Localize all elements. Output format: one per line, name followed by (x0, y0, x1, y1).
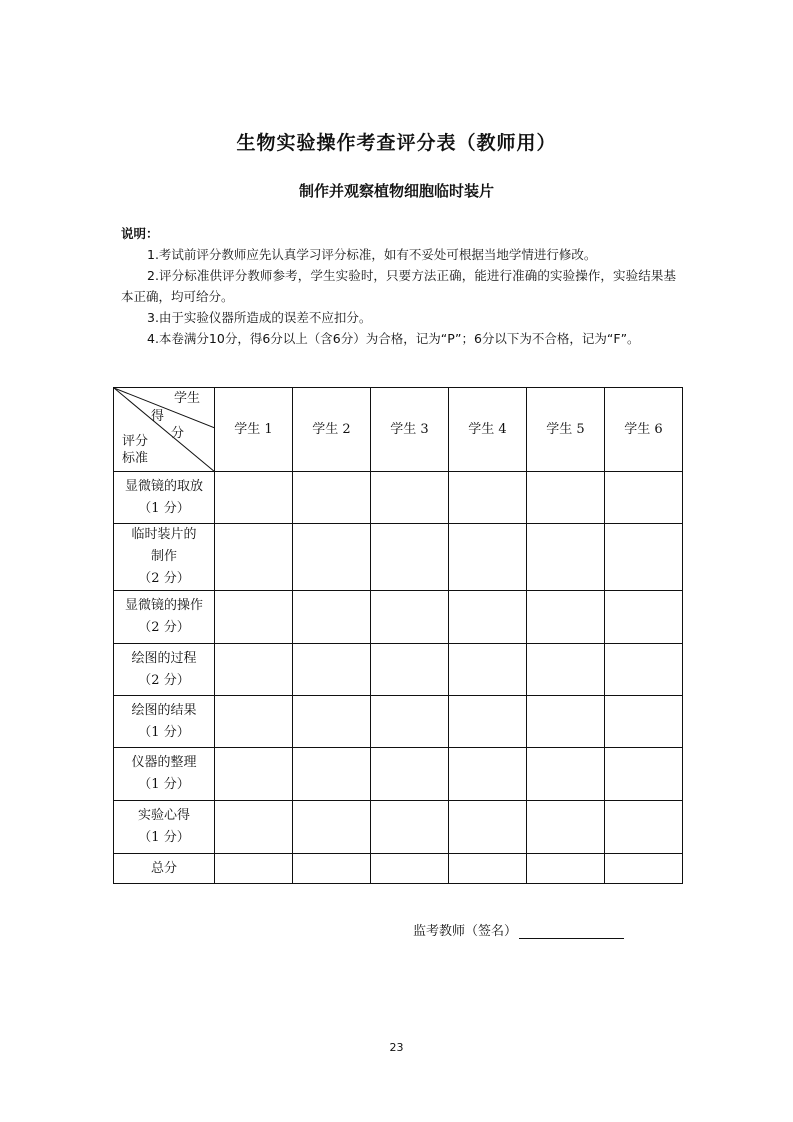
total-cell[interactable] (527, 854, 605, 884)
instruction-item-3: 3.由于实验仪器所造成的误差不应扣分。 (147, 310, 372, 325)
total-label-cell (114, 854, 215, 884)
table-row (114, 696, 683, 748)
criterion-points: （1 分） (138, 777, 190, 792)
signature-area (413, 920, 624, 939)
score-cell[interactable] (605, 801, 683, 854)
score-cell[interactable] (371, 801, 449, 854)
student-header-1: 学生 1 (215, 388, 293, 472)
corner-label-de: 得 (151, 409, 165, 424)
table-row (114, 524, 683, 591)
score-cell[interactable] (215, 591, 293, 644)
signature-label: 监考教师（签名） (413, 924, 518, 939)
score-cell[interactable] (215, 748, 293, 801)
score-cell[interactable] (527, 801, 605, 854)
criterion-label-cont: 制作 (150, 549, 177, 564)
header-row (114, 388, 683, 472)
criterion-label: 临时装片的 (131, 527, 197, 542)
instruction-item-2: 2.评分标准供评分教师参考，学生实验时，只要方法正确，能进行准确的实验操作，实验结果基本正确，均可给分。 (121, 268, 676, 304)
score-cell[interactable] (605, 472, 683, 524)
score-cell[interactable] (215, 644, 293, 696)
score-cell[interactable] (449, 524, 527, 591)
student-header-6: 学生 6 (605, 388, 683, 472)
score-cell[interactable] (293, 748, 371, 801)
score-cell[interactable] (449, 696, 527, 748)
criterion-cell (114, 591, 215, 644)
student-header-4: 学生 4 (449, 388, 527, 472)
score-cell[interactable] (527, 591, 605, 644)
criterion-cell (114, 472, 215, 524)
total-row (114, 854, 683, 884)
score-cell[interactable] (605, 644, 683, 696)
score-cell[interactable] (293, 696, 371, 748)
score-cell[interactable] (293, 591, 371, 644)
score-cell[interactable] (605, 591, 683, 644)
score-cell[interactable] (449, 748, 527, 801)
score-cell[interactable] (527, 644, 605, 696)
score-cell[interactable] (449, 801, 527, 854)
score-cell[interactable] (527, 472, 605, 524)
criterion-points: （2 分） (138, 571, 190, 586)
score-cell[interactable] (293, 644, 371, 696)
criterion-cell (114, 801, 215, 854)
corner-label-student: 学生 (174, 391, 201, 406)
score-cell[interactable] (449, 472, 527, 524)
corner-label-biaozhun: 标准 (122, 451, 149, 466)
score-cell[interactable] (215, 801, 293, 854)
score-cell[interactable] (371, 524, 449, 591)
corner-label-pingfen: 评分 (122, 434, 149, 449)
total-cell[interactable] (215, 854, 293, 884)
table-row (114, 472, 683, 524)
score-cell[interactable] (527, 748, 605, 801)
score-cell[interactable] (215, 472, 293, 524)
total-label: 总分 (150, 860, 177, 876)
score-cell[interactable] (293, 524, 371, 591)
score-cell[interactable] (371, 748, 449, 801)
criterion-cell (114, 696, 215, 748)
page-number: 23 (389, 1041, 404, 1054)
signature-line[interactable] (519, 924, 624, 939)
total-cell[interactable] (605, 854, 683, 884)
score-cell[interactable] (293, 801, 371, 854)
score-cell[interactable] (293, 472, 371, 524)
student-header-5: 学生 5 (527, 388, 605, 472)
criterion-label: 显微镜的取放 (124, 478, 203, 494)
criterion-label: 实验心得 (137, 808, 190, 823)
score-cell[interactable] (215, 524, 293, 591)
score-cell[interactable] (527, 524, 605, 591)
table-row (114, 801, 683, 854)
criterion-points: （2 分） (138, 620, 190, 635)
student-header-2: 学生 2 (293, 388, 371, 472)
criterion-label: 仪器的整理 (131, 755, 197, 770)
criterion-cell (114, 644, 215, 696)
criterion-cell (114, 748, 215, 801)
criterion-points: （1 分） (138, 724, 190, 740)
instruction-item-1: 1.考试前评分教师应先认真学习评分标准，如有不妥处可根据当地学情进行修改。 (147, 247, 597, 262)
score-cell[interactable] (527, 696, 605, 748)
instructions-heading: 说明： (121, 226, 159, 241)
corner-label-fen: 分 (171, 426, 185, 441)
criterion-points: （1 分） (138, 500, 190, 516)
instruction-item-4: 4.本卷满分10分，得6分以上（含6分）为合格，记为“P”；6分以下为不合格，记为“F”。 (147, 331, 640, 346)
score-cell[interactable] (371, 591, 449, 644)
score-cell[interactable] (605, 748, 683, 801)
total-cell[interactable] (371, 854, 449, 884)
criterion-label: 绘图的结果 (131, 702, 197, 718)
score-cell[interactable] (371, 644, 449, 696)
criterion-label: 显微镜的操作 (124, 598, 203, 613)
student-header-3: 学生 3 (371, 388, 449, 472)
table-row (114, 748, 683, 801)
score-cell[interactable] (605, 524, 683, 591)
criterion-cell (114, 524, 215, 591)
criterion-label: 绘图的过程 (131, 650, 197, 666)
total-cell[interactable] (293, 854, 371, 884)
table-row (114, 591, 683, 644)
criterion-points: （1 分） (138, 830, 190, 845)
score-cell[interactable] (449, 644, 527, 696)
table-row (114, 644, 683, 696)
page-subtitle: 制作并观察植物细胞临时装片 (298, 182, 494, 200)
page-title: 生物实验操作考查评分表（教师用） (236, 132, 557, 154)
score-cell[interactable] (215, 696, 293, 748)
score-cell[interactable] (449, 591, 527, 644)
score-cell[interactable] (371, 472, 449, 524)
corner-header-cell (114, 388, 215, 472)
instructions (121, 223, 676, 349)
score-table (113, 387, 683, 884)
score-cell[interactable] (371, 696, 449, 748)
score-cell[interactable] (605, 696, 683, 748)
criterion-points: （2 分） (138, 672, 190, 688)
total-cell[interactable] (449, 854, 527, 884)
